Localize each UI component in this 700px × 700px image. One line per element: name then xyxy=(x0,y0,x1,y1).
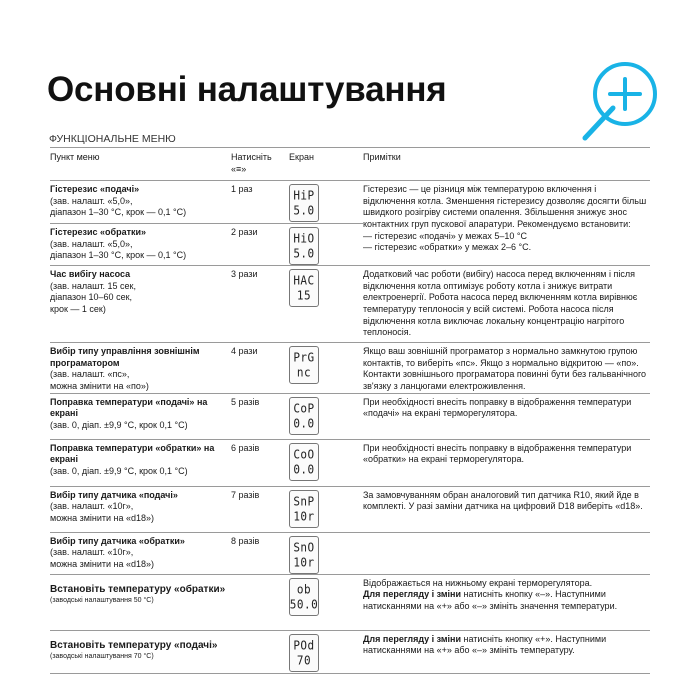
table-header xyxy=(50,148,650,181)
press-count: 1 раз xyxy=(231,181,289,224)
lcd-screen xyxy=(289,184,319,222)
item-name: Встановіть температуру «обратки» xyxy=(50,583,226,595)
lcd-top: HAC xyxy=(293,273,315,288)
notes-plain: Відображається на нижньому екрані терморегулятора. xyxy=(363,577,593,588)
item-notes xyxy=(363,574,650,630)
lcd-top: ob xyxy=(296,581,312,597)
item-name: Поправка температури «подачі» на екрані xyxy=(50,396,208,419)
lcd-bottom: 0.0 xyxy=(293,415,315,431)
lcd-bottom: 15 xyxy=(296,288,312,303)
item-notes: Додатковий час роботи (вибігу) насоса перед включенням і після відключення котла оптимізує роботу котла і знижує витрати електроенергії. Робота насоса перед включенням котла вирівнює температуру теплоносія у всій системі. Робота насоса після відключення котла виключає локальну концентрацію нагрітого теплоносія. xyxy=(363,266,650,343)
item-name: Гістерезис «обратки» xyxy=(50,227,147,237)
item-desc: (зав. налашт. «пс», можна змінити на «по») xyxy=(50,369,149,392)
table-row xyxy=(50,574,650,630)
item-name: Час вибігу насоса xyxy=(50,269,131,279)
lcd-screen xyxy=(289,346,319,384)
lcd-bottom: nc xyxy=(296,365,312,380)
item-name: Гістерезис «подачі» xyxy=(50,184,140,194)
item-notes xyxy=(363,532,650,574)
lcd-bottom: 0.0 xyxy=(293,461,315,477)
item-notes: При необхідності внесіть поправку в відображення температури «подачі» на екрані терморегулятора. xyxy=(363,393,650,439)
lcd-top: HiO xyxy=(293,231,315,246)
item-notes: Якщо ваш зовнішній програматор з нормально замкнутою групою контактів, то виберіть «пс». Якщо з нормально відкритою — «по». Контакти зовнішнього програматора повинні бути без гальванічного зв'язку з ланцюгами електроживлення. xyxy=(363,343,650,394)
lcd-screen xyxy=(289,536,319,574)
item-notes: При необхідності внесіть поправку в відображення температури «обратки» на екрані терморегулятора. xyxy=(363,439,650,486)
press-count: 6 разів xyxy=(231,439,289,486)
item-desc: (зав. налашт. «10г», можна змінити на «d18») xyxy=(50,547,155,570)
table-row xyxy=(50,393,650,439)
item-name: Поправка температури «обратки» на екрані xyxy=(50,442,215,465)
press-count: 4 рази xyxy=(231,343,289,394)
page-title: Основні налаштування xyxy=(47,70,447,109)
zoom-in-icon[interactable] xyxy=(577,58,677,150)
header-notes: Примітки xyxy=(363,148,650,181)
item-notes: За замовчуванням обран аналоговий тип датчика R10, який йде в комплекті. У разі заміни датчика на цифровий D18 виберіть «d18». xyxy=(363,486,650,532)
table-row xyxy=(50,343,650,394)
item-notes xyxy=(363,630,650,673)
lcd-bottom: 5.0 xyxy=(293,203,315,218)
table-row xyxy=(50,181,650,224)
lcd-top: SnP xyxy=(293,493,315,509)
item-desc: (зав. налашт. 15 сек, діапазон 10–60 сек, крок — 1 сек) xyxy=(50,280,136,315)
lcd-bottom: 5.0 xyxy=(293,246,315,261)
item-name: Вибір типу датчика «обратки» xyxy=(50,535,185,546)
press-count: 7 разів xyxy=(231,486,289,532)
lcd-top: CoO xyxy=(293,446,315,462)
lcd-screen xyxy=(289,490,319,528)
lcd-screen xyxy=(289,397,319,435)
press-count: 8 разів xyxy=(231,532,289,574)
lcd-screen xyxy=(289,578,319,616)
table-row xyxy=(50,266,650,343)
item-name: Вибір типу управління зовнішнім програматором xyxy=(50,346,200,368)
header-menu-item: Пункт меню xyxy=(50,148,231,181)
item-name: Вибір типу датчика «подачі» xyxy=(50,489,178,500)
table-row xyxy=(50,630,650,673)
header-screen: Екран xyxy=(289,148,363,181)
lcd-top: PrG xyxy=(293,350,315,365)
item-desc: (зав. налашт. «5,0», діапазон 1–30 °C, крок — 0,1 °C) xyxy=(50,238,187,261)
table-row xyxy=(50,532,650,574)
notes-rest: натисніть кнопку «–». Наступними натисканнями на «+» або «–» змініть значення температури. xyxy=(363,589,618,612)
hysteresis-note: Гістерезис — це різниця між температурою включення і відключення котла. Зменшення гістерезису дозволяє досягти більш швидкого розігріву системи опалення. Збільшення знижує знос контактних груп пускової апаратури. Рекомендуємо встановити: — гістерезис «подачі» у межах 5–10 °C — гістерезис «обратки» у межах 2–6 °C. xyxy=(363,181,650,266)
item-desc: (зав. 0, діап. ±9,9 °C, крок 0,1 °C) xyxy=(50,420,188,431)
item-desc: (зав. налашт. «10г», можна змінити на «d18») xyxy=(50,501,155,524)
lcd-top: POd xyxy=(293,637,315,653)
lcd-top: SnO xyxy=(293,539,315,555)
press-count: 3 рази xyxy=(231,266,289,343)
table-row xyxy=(50,486,650,532)
lcd-screen xyxy=(289,443,319,481)
section-label: ФУНКЦІОНАЛЬНЕ МЕНЮ xyxy=(49,133,176,145)
lcd-bottom: 10r xyxy=(293,554,315,570)
header-press: Натисніть «≡» xyxy=(231,148,289,181)
lcd-screen xyxy=(289,634,319,672)
notes-rest: натисніть кнопку «+». Наступними натисканнями на «+» або «–» змініть температуру. xyxy=(363,633,607,656)
notes-bold: Для перегляду і зміни xyxy=(363,633,462,644)
item-desc: (зав. налашт. «5,0», діапазон 1–30 °C, крок — 0,1 °C) xyxy=(50,195,187,218)
item-desc: (заводські налаштування 70 °C) xyxy=(50,652,154,660)
settings-table xyxy=(50,147,650,674)
item-name: Встановіть температуру «подачі» xyxy=(50,639,218,651)
lcd-screen xyxy=(289,269,319,307)
lcd-top: HiP xyxy=(293,188,315,203)
item-desc: (зав. 0, діап. ±9,9 °C, крок 0,1 °C) xyxy=(50,466,188,477)
lcd-bottom: 10r xyxy=(293,508,315,524)
lcd-top: CoP xyxy=(293,400,315,416)
lcd-bottom: 70 xyxy=(296,652,312,668)
lcd-screen xyxy=(289,227,319,265)
press-count: 2 рази xyxy=(231,224,289,266)
table-row xyxy=(50,439,650,486)
notes-bold: Для перегляду і зміни xyxy=(363,589,462,600)
item-desc: (заводські налаштування 50 °C) xyxy=(50,596,154,604)
press-count: 5 разів xyxy=(231,393,289,439)
lcd-bottom: 50.0 xyxy=(289,596,319,612)
